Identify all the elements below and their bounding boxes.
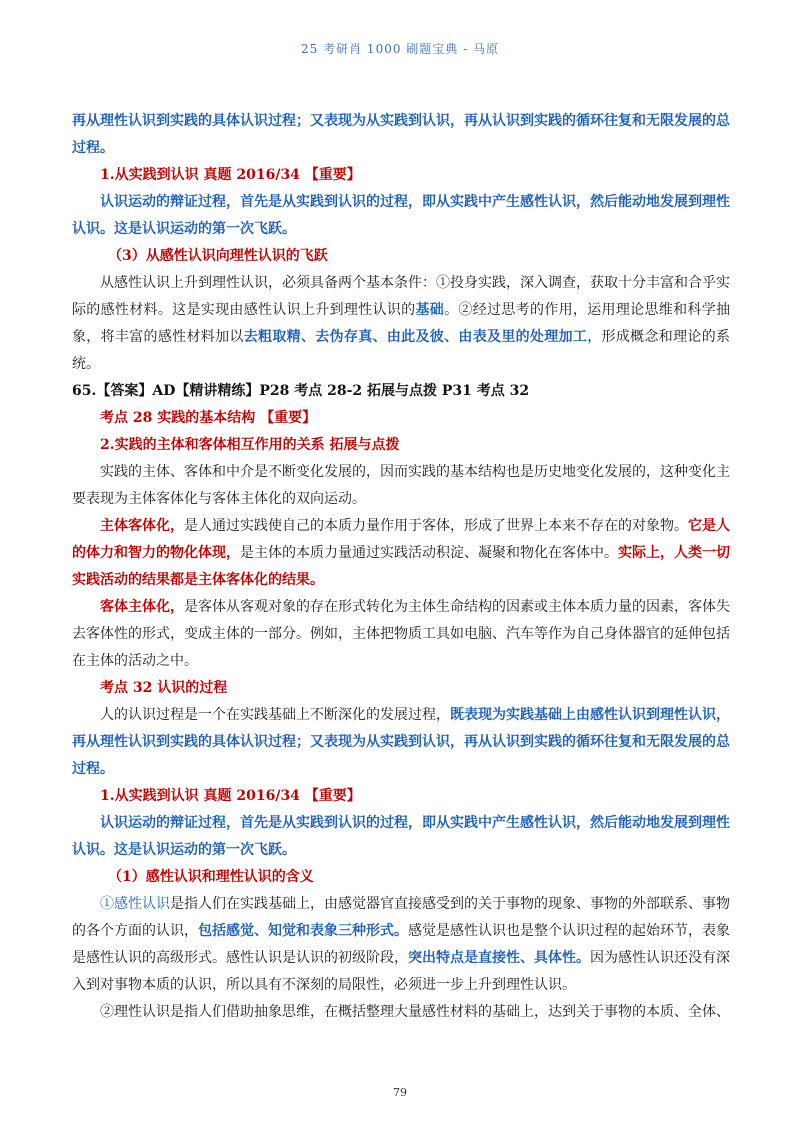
- heading-practice-to-cognition-2: 1.从实践到认识 真题 2016/34 【重要】: [100, 788, 361, 804]
- paragraph-first-leap: 认识运动的辩证过程，首先是从实践到认识的过程，即从实践中产生感性认识，然后能动地发展到理性认识。这是认识运动的第一次飞跃。: [72, 194, 730, 237]
- paragraph-object-subjectification: 客体主体化，是客体从客观对象的存在形式转化为主体生命结构的因素或主体本质力量的因素，客体失去客体性的形式，变成主体的一部分。例如，主体把物质工具如电脑、汽车等作为自己身体器官的延伸包括在主体的活动之中。: [72, 599, 730, 669]
- heading-kaodian-28: 考点 28 实践的基本结构 【重要】: [100, 410, 317, 426]
- heading-subject-object-relation: 2.实践的主体和客体相互作用的关系 拓展与点拨: [100, 437, 400, 453]
- heading-kaodian-32: 考点 32 认识的过程: [100, 680, 228, 696]
- paragraph-cognition-process: 人的认识过程是一个在实践基础上不断深化的发展过程，既表现为实践基础上由感性认识到理性认识，再从理性认识到实践的具体认识过程；又表现为从实践到认识，再从认识到实践的循环往复和无限发展的总过程。: [72, 707, 730, 777]
- paragraph-subject-objectification: 主体客体化，是人通过实践使自己的本质力量作用于客体，形成了世界上本来不存在的对象物。它是人的体力和智力的物化体现，是主体的本质力量通过实践活动积淀、凝聚和物化在客体中。实际上，人类一切实践活动的结果都是主体客体化的结果。: [72, 518, 730, 588]
- heading-practice-to-cognition: 1.从实践到认识 真题 2016/34 【重要】: [100, 167, 361, 183]
- running-header: 25 考研肖 1000 刷题宝典 - 马原: [301, 42, 499, 56]
- paragraph-rational-cognition: ②理性认识是指人们借助抽象思维，在概括整理大量感性材料的基础上，达到关于事物的本质、全体、: [100, 1004, 730, 1020]
- heading-meaning-of-cognition: （1）感性认识和理性认识的含义: [108, 869, 314, 885]
- page-body: [72, 108, 730, 1026]
- page-number: 79: [393, 1086, 407, 1099]
- heading-sensory-to-rational-leap: （3）从感性认识向理性认识的飞跃: [108, 248, 328, 264]
- paragraph-sensory-cognition: ①感性认识是指人们在实践基础上，由感觉器官直接感受到的关于事物的现象、事物的外部联系、事物的各个方面的认识，包括感觉、知觉和表象三种形式。感觉是感性认识也是整个认识过程的起始环节，表象是感性认识的高级形式。感性认识是认识的初级阶段，突出特点是直接性、具体性。因为感性认识还没有深入到对事物本质的认识，所以具有不深刻的局限性，必须进一步上升到理性认识。: [72, 896, 730, 993]
- paragraph-first-leap-2: 认识运动的辩证过程，首先是从实践到认识的过程，即从实践中产生感性认识，然后能动地发展到理性认识。这是认识运动的第一次飞跃。: [72, 815, 730, 858]
- answer-line-65: 65.【答案】AD【精讲精练】P28 考点 28-2 拓展与点拨 P31 考点 32: [72, 383, 530, 399]
- paragraph-two-conditions: 从感性认识上升到理性认识，必须具备两个基本条件：①投身实践，深入调查，获取十分丰富和合乎实际的感性材料。这是实现由感性认识上升到理性认识的基础。②经过思考的作用，运用理论思维和科学抽象，将丰富的感性材料加以去粗取精、去伪存真、由此及彼、由表及里的处理加工，形成概念和理论的系统。: [72, 275, 731, 372]
- paragraph-overall-process-tail: 再从理性认识到实践的具体认识过程；又表现为从实践到认识，再从认识到实践的循环往复和无限发展的总过程。: [72, 113, 730, 156]
- paragraph-structure-change: 实践的主体、客体和中介是不断变化发展的，因而实践的基本结构也是历史地变化发展的，这种变化主要表现为主体客体化与客体主体化的双向运动。: [72, 464, 730, 507]
